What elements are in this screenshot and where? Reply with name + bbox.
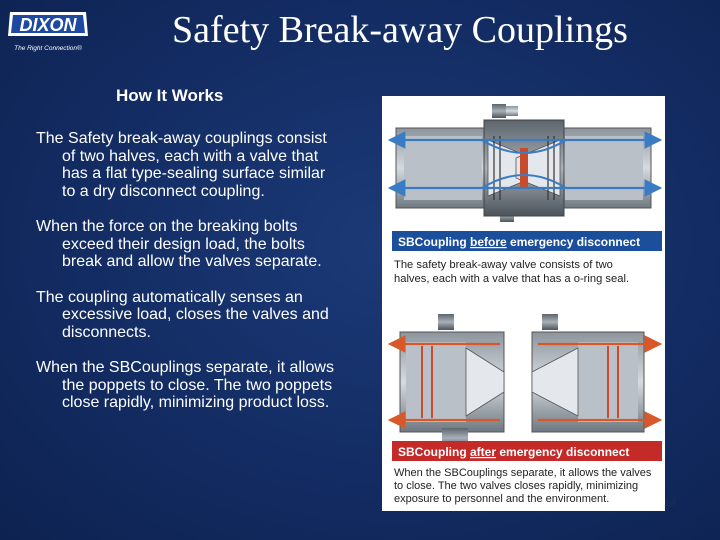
- caption-after-text-line1: When the SBCouplings separate, it allows the valves: [394, 467, 652, 479]
- body-paragraph: The Safety break-away couplings consist of two halves, each with a valve that has a flat type-sealing surface similar to a dry disconnect coupling.: [36, 130, 327, 200]
- slide-title: Safety Break-away Couplings: [172, 9, 628, 51]
- logo-tagline: The Right Connection®: [14, 45, 82, 52]
- dixon-logo: [6, 6, 90, 56]
- coupling-after-drawing: [390, 314, 660, 448]
- body-paragraph: When the SBCouplings separate, it allows the poppets to close. The two poppets close rapidly, minimizing product loss.: [36, 359, 334, 411]
- body-paragraph: When the force on the breaking bolts exceed their design load, the bolts break and allow the valves separate.: [36, 218, 322, 270]
- caption-before-text-line2: halves, each with a valve that has a o-ring seal.: [394, 273, 630, 285]
- body-paragraph: The coupling automatically senses an excessive load, closes the valves and disconnects.: [36, 288, 329, 341]
- caption-after-text-line2: to close. The two valves closes rapidly, minimizing: [394, 480, 639, 492]
- caption-before-title: SBCoupling before emergency disconnect: [398, 235, 641, 249]
- caption-after-text-line3: exposure to personnel and the environment.: [394, 493, 610, 505]
- logo-brand-text: DIXON: [19, 15, 77, 35]
- caption-after-title: SBCoupling after emergency disconnect: [398, 445, 630, 459]
- slide-subtitle: How It Works: [116, 86, 224, 105]
- caption-before-text-line1: The safety break-away valve consists of two: [394, 259, 613, 271]
- slide-body: [36, 130, 336, 430]
- page-number: 14: [664, 497, 677, 509]
- coupling-before-drawing: [390, 104, 660, 222]
- coupling-illustration: [382, 96, 665, 511]
